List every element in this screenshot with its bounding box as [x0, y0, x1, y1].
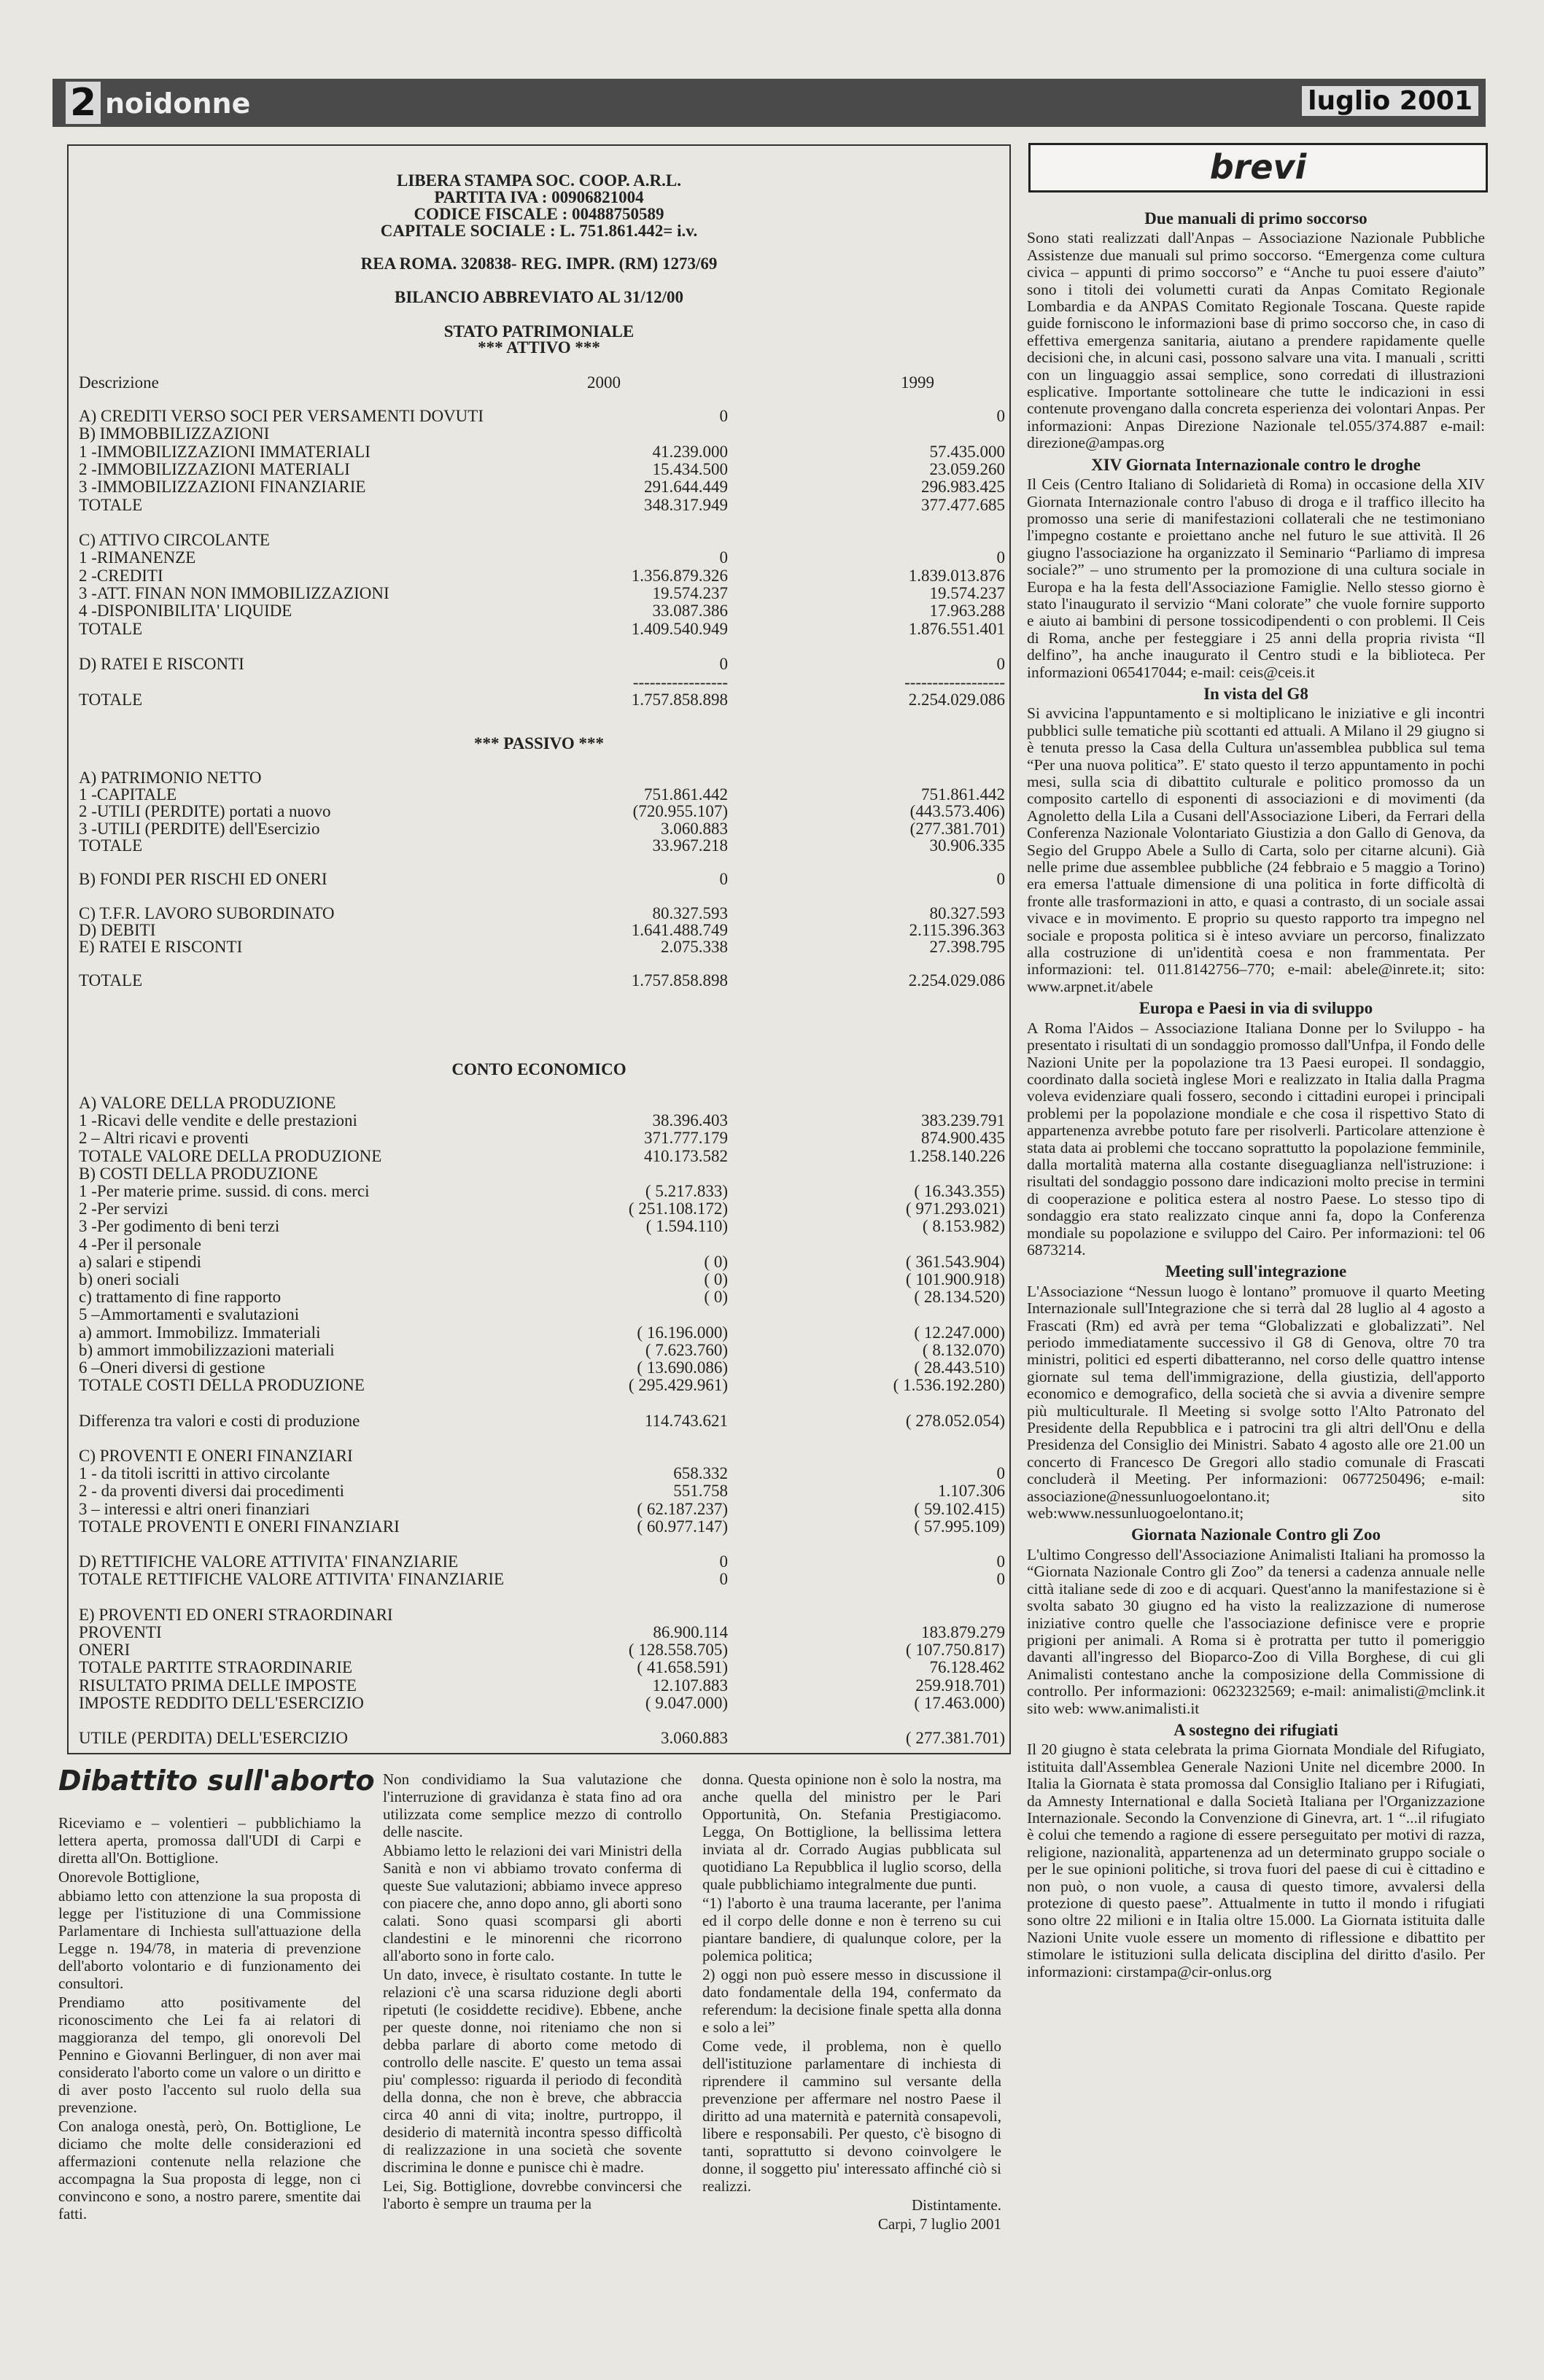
- stato-title: STATO PATRIMONIALE: [443, 322, 635, 341]
- row-label: A) CREDITI VERSO SOCI PER VERSAMENTI DOVUTI: [79, 407, 484, 425]
- value-2000: 80.327.593: [652, 903, 728, 922]
- table-row: [79, 461, 1009, 478]
- table-row: [79, 549, 1009, 566]
- value-1999: 2.254.029.086: [908, 690, 1005, 709]
- table-row: [79, 443, 1009, 460]
- row-label: 2 - da proventi diversi dai procedimenti: [79, 1482, 345, 1501]
- row-label: ONERI: [79, 1641, 131, 1660]
- value-1999: 0: [996, 407, 1005, 425]
- table-row: [79, 585, 1009, 602]
- row-label: 3 – interessi e altri oneri finanziari: [79, 1499, 310, 1518]
- column-headings: [79, 374, 1009, 391]
- value-1999: 1.107.306: [938, 1482, 1005, 1501]
- value-1999: 2.115.396.363: [909, 920, 1005, 939]
- value-1999: 296.983.425: [921, 478, 1005, 497]
- row-label: TOTALE: [79, 971, 143, 990]
- table-row: [79, 871, 1009, 887]
- row-label: PROVENTI: [79, 1623, 162, 1641]
- value-2000: 0: [719, 407, 728, 425]
- table-row: [79, 691, 1009, 708]
- table-row: [79, 1288, 1009, 1305]
- table-row: [79, 1306, 1009, 1323]
- row-label: C) T.F.R. LAVORO SUBORDINATO: [79, 903, 335, 922]
- table-row: [79, 1324, 1009, 1341]
- passivo-title: *** PASSIVO ***: [473, 734, 605, 752]
- row-label: 1 -CAPITALE: [79, 785, 177, 804]
- row-label: b) oneri sociali: [79, 1270, 179, 1288]
- value-2000: ( 0): [704, 1270, 728, 1288]
- table-row: [79, 532, 1009, 548]
- table-row: [79, 621, 1009, 637]
- value-1999: 23.059.260: [929, 459, 1005, 478]
- table-row: [79, 905, 1009, 922]
- row-label: A) PATRIMONIO NETTO: [79, 769, 262, 787]
- rea-line: REA ROMA. 320838- REG. IMPR. (RM) 1273/69: [360, 254, 718, 273]
- paragraph: Come vede, il problema, non è quello dell'istituzione parlamentare di inchiesta di riprendere il cammino sul versante della prevenzione per affermare nel nostro Paese il diritto ad una maternità e paternità consapevoli, libere e responsabili. Per questo, c'è bisogno di tanti, soprattutto si devono coinvolgere le donne, il soggetto piu' interessato affinché ciò si realizzi.: [702, 2037, 1001, 2195]
- table-row: [79, 1447, 1009, 1464]
- row-label: 6 –Oneri diversi di gestione: [79, 1358, 265, 1377]
- row-label: c) trattamento di fine rapporto: [79, 1288, 282, 1307]
- value-2000: 0: [719, 548, 728, 567]
- brevi-column: [1027, 206, 1485, 1982]
- table-row: [79, 656, 1009, 672]
- aborto-column-1: [58, 1814, 361, 2224]
- row-label: B) IMMOBBILIZZAZIONI: [79, 424, 270, 443]
- table-row: [79, 1394, 1009, 1411]
- table-row: [79, 972, 1009, 989]
- row-label: 1 -IMMOBILIZZAZIONI IMMATERIALI: [79, 442, 371, 461]
- company-line: PARTITA IVA : 00906821004: [434, 188, 644, 206]
- brevi-text: Il Ceis (Centro Italiano di Solidarietà di Roma) in occasione della XIV Giornata Internazionale contro l'abuso di droga e il traffico illecito ha promosso una serie di manifestazioni collaterali che ne testimoniano l'impegno costante e proiettano anche nel futuro le sue attività. Il 26 giugno l'associazione ha organizzato il Seminario “Parliamo di impresa sociale?” – uno strumento per la promozione di una cultura sociale in Europa e ha la festa dell'Associazione Famiglie. Nello stesso giorno è stato l'inaugurato il servizio “Mani colorate” che vuole fornire supporto e aiuto ai bambini di persone tossicodipendenti o con problemi. Il Ceis di Roma, anche per festeggiare i 25 anni della propria rivista “Il delfino”, ha anche inaugurato il Centro studi e la biblioteca. Per informazioni 065417044; e-mail: ceis@ceis.it: [1027, 475, 1485, 681]
- row-label: A) VALORE DELLA PRODUZIONE: [79, 1094, 336, 1112]
- row-label: 4 -DISPONIBILITA' LIQUIDE: [79, 602, 292, 621]
- row-label: 1 -Per materie prime. sussid. di cons. merci: [79, 1182, 370, 1200]
- table-row: [79, 1589, 1009, 1606]
- value-2000: 291.644.449: [644, 478, 728, 497]
- brevi-heading: Europa e Paesi in via di sviluppo: [1138, 999, 1373, 1018]
- table-row: [79, 674, 1009, 691]
- page-number: 2: [66, 82, 101, 124]
- value-2000: 658.332: [673, 1464, 728, 1483]
- row-label: 5 –Ammortamenti e svalutazioni: [79, 1305, 300, 1324]
- value-1999: ( 971.293.021): [905, 1199, 1005, 1218]
- value-1999: 80.327.593: [929, 903, 1005, 922]
- paragraph: Abbiamo letto le relazioni dei vari Ministri della Sanità e non vi abbiamo trovato conferma di queste Sue valutazioni; abbiamo invece appreso con piacere che, anno dopo anno, gli aborti sono calati. Sono quasi scomparsi gli aborti clandestini e le minorenni che ricorrono all'aborto sono in forte calo.: [383, 1842, 682, 1964]
- value-1999: ( 28.134.520): [914, 1288, 1005, 1307]
- value-2000: 41.239.000: [652, 442, 728, 461]
- value-2000: ( 9.047.000): [645, 1693, 728, 1712]
- year-2000: 2000: [587, 373, 621, 392]
- table-row: [79, 1624, 1009, 1641]
- row-label: 2 -IMMOBILIZZAZIONI MATERIALI: [79, 459, 350, 478]
- table-row: [79, 938, 1009, 955]
- value-2000: 751.861.442: [644, 785, 728, 804]
- value-1999: ( 1.536.192.280): [893, 1376, 1005, 1395]
- row-label: RISULTATO PRIMA DELLE IMPOSTE: [79, 1676, 357, 1695]
- row-label: 4 -Per il personale: [79, 1234, 201, 1253]
- value-1999: 0: [996, 655, 1005, 674]
- value-1999: (443.573.406): [909, 802, 1005, 821]
- place-date: Carpi, 7 luglio 2001: [877, 2215, 1001, 2233]
- brevi-heading: XIV Giornata Internazionale contro le droghe: [1091, 455, 1421, 474]
- paragraph: Non condividiamo la Sua valutazione che l'interruzione di gravidanza è stata fino ad ora utilizzata come semplice mezzo di controllo delle nascite.: [383, 1770, 682, 1840]
- table-row: [79, 1342, 1009, 1358]
- table-row: [79, 1359, 1009, 1376]
- table-row: [79, 602, 1009, 619]
- table-row: [79, 955, 1009, 972]
- value-2000: 0: [719, 1570, 728, 1589]
- page-header: [53, 79, 1486, 127]
- value-2000: 3.060.883: [661, 819, 728, 838]
- value-1999: 1.876.551.401: [908, 619, 1005, 638]
- value-2000: 0: [719, 655, 728, 674]
- conto-title: CONTO ECONOMICO: [451, 1060, 626, 1078]
- value-1999: ( 8.153.982): [922, 1217, 1005, 1236]
- table-row: [79, 837, 1009, 854]
- paragraph: Prendiamo atto positivamente del riconoscimento che Lei fa ai relatori di maggioranza del tempo, gli onorevoli Del Pennino e Giovanni Berlinguer, di non aver mai considerato l'aborto come un valore o un diritto e di aver posto l'accento sul ruolo della sua prevenzione.: [58, 1994, 361, 2116]
- table-row: [79, 769, 1009, 786]
- paragraph: Con analoga onestà, però, On. Bottiglione, Le diciamo che molte delle considerazioni ed affermazioni contenute nella relazione che accompagna la Sua proposta di legge, non ci convincono e sono, a nostro parere, smentite dai fatti.: [58, 2118, 361, 2222]
- table-row: [79, 803, 1009, 820]
- table-row: [79, 1730, 1009, 1746]
- row-label: 2 -Per servizi: [79, 1199, 168, 1218]
- table-row: [79, 786, 1009, 803]
- paragraph: Riceviamo e – volentieri – pubblichiamo la lettera aperta, promossa dall'UDI di Carpi e diretta all'On. Bottiglione.: [58, 1814, 361, 1867]
- paragraph: Onorevole Bottiglione,: [58, 1868, 200, 1886]
- value-1999: 0: [996, 1552, 1005, 1571]
- row-label: 1 -RIMANENZE: [79, 548, 196, 567]
- value-2000: ( 0): [704, 1252, 728, 1271]
- value-2000: ( 0): [704, 1288, 728, 1307]
- value-1999: 2.254.029.086: [908, 971, 1005, 990]
- table-row: [79, 854, 1009, 871]
- row-label: TOTALE VALORE DELLA PRODUZIONE: [79, 1146, 382, 1165]
- paragraph: Lei, Sig. Bottiglione, dovrebbe convincersi che l'aborto è sempre un trauma per la: [383, 2177, 682, 2212]
- company-line: CODICE FISCALE : 00488750589: [414, 205, 664, 223]
- value-2000: 114.743.621: [644, 1411, 728, 1430]
- row-label: TOTALE COSTI DELLA PRODUZIONE: [79, 1376, 365, 1395]
- row-label: IMPOSTE REDDITO DELL'ESERCIZIO: [79, 1693, 364, 1712]
- value-1999: 874.900.435: [921, 1129, 1005, 1148]
- table-row: [79, 1571, 1009, 1587]
- value-2000: ( 251.108.172): [628, 1199, 728, 1218]
- table-row: [79, 514, 1009, 531]
- row-label: 3 -ATT. FINAN NON IMMOBILIZZAZIONI: [79, 584, 389, 602]
- row-label: a) salari e stipendi: [79, 1252, 201, 1271]
- brevi-title: brevi: [1209, 147, 1307, 187]
- table-row: [79, 1165, 1009, 1182]
- row-label: 2 – Altri ricavi e proventi: [79, 1129, 249, 1148]
- row-label: 3 -Per godimento di beni terzi: [79, 1217, 280, 1236]
- brevi-heading: Due manuali di primo soccorso: [1144, 209, 1368, 228]
- value-1999: 1.258.140.226: [908, 1146, 1005, 1165]
- row-label: Differenza tra valori e costi di produzione: [79, 1411, 360, 1430]
- table-row: [79, 638, 1009, 655]
- value-2000: ( 1.594.110): [645, 1217, 728, 1236]
- value-2000: 0: [719, 870, 728, 889]
- table-row: [79, 1112, 1009, 1129]
- table-row: [79, 478, 1009, 495]
- value-1999: 0: [996, 548, 1005, 567]
- company-line: LIBERA STAMPA SOC. COOP. A.R.L.: [396, 171, 681, 190]
- table-row: [79, 1271, 1009, 1288]
- value-1999: 259.918.701): [915, 1676, 1005, 1695]
- value-1999: 0: [996, 1464, 1005, 1483]
- publication-name: noidonne: [105, 88, 251, 120]
- value-1999: ( 361.543.904): [905, 1252, 1005, 1271]
- table-row: [79, 1183, 1009, 1199]
- row-label: 3 -UTILI (PERDITE) dell'Esercizio: [79, 819, 320, 838]
- table-row: [79, 887, 1009, 904]
- value-2000: 1.757.858.898: [631, 971, 728, 990]
- table-row: [79, 567, 1009, 584]
- value-1999: 751.861.442: [921, 785, 1005, 804]
- value-2000: 348.317.949: [644, 495, 728, 514]
- table-row: [79, 1536, 1009, 1552]
- brevi-heading: Giornata Nazionale Contro gli Zoo: [1130, 1525, 1381, 1544]
- row-label: TOTALE PROVENTI E ONERI FINANZIARI: [79, 1517, 400, 1536]
- bilancio-box: [67, 144, 1011, 1754]
- attivo-title: *** ATTIVO ***: [478, 338, 600, 357]
- aborto-title: Dibattito sull'aborto: [58, 1765, 375, 1797]
- value-1999: (277.381.701): [909, 819, 1005, 838]
- value-2000: 3.060.883: [661, 1729, 728, 1748]
- aborto-column-3: [702, 1770, 1001, 2234]
- value-2000: 1.757.858.898: [631, 690, 728, 709]
- row-label: TOTALE: [79, 690, 143, 709]
- row-label: b) ammort immobilizzazioni materiali: [79, 1340, 335, 1359]
- value-2000: 1.356.879.326: [631, 566, 728, 585]
- value-1999: 0: [996, 1570, 1005, 1589]
- company-line: CAPITALE SOCIALE : L. 751.861.442= i.v.: [380, 222, 698, 240]
- brevi-text: Si avvicina l'appuntamento e si moltiplicano le iniziative e gli incontri pubblici sulle tematiche più scottanti ed attuali. A Milano il 29 giugno si è tenuta presso la Casa della Cultura un'assemblea pubblica sul tema “Per una nuova politica”. E' stato questo il terzo appuntamento in pochi mesi, sulla scia di dibattito culturale e politico promosso da un composito cartello di esponenti di associazioni e di movimenti (da Agnoletto della Lila a Cusani dell'Associazione Liberi, da Ferrari della Conferenza Nazionale Volontariato Giustizia a don Gallo di Genova, da Segio del Gruppo Abele a Sullo di Carta, solo per citarne alcuni). Già nelle prime due assemblee pubbliche (24 febbraio e 5 maggio a Torino) era emersa l'attuale dimensione di una politica in forte difficoltà di fronte alle trasformazioni in atto, e quasi a contrasto, di un sociale assai vivace e in movimento. E proprio su questo rapporto tra impegno nel sociale e proposta politica si è inteso avviare un percorso, finalizzato alla costruzione di un'identità coesa e non frammentata. Per informazioni: tel. 011.8142756–770; e-mail: abele@inrete.it; sito: www.arpnet.it/abele: [1027, 704, 1485, 995]
- value-2000: 371.777.179: [644, 1129, 728, 1148]
- table-row: [79, 425, 1009, 442]
- row-label: 1 -Ricavi delle vendite e delle prestazioni: [79, 1111, 357, 1130]
- value-1999: ( 107.750.817): [905, 1641, 1005, 1660]
- value-1999: ( 101.900.918): [905, 1270, 1005, 1288]
- value-1999: ( 16.343.355): [914, 1182, 1005, 1200]
- table-row: [79, 1129, 1009, 1146]
- desc-label: Descrizione: [79, 373, 159, 392]
- value-1999: ( 12.247.000): [914, 1323, 1005, 1342]
- value-2000: 33.967.218: [652, 836, 728, 855]
- table-row: [79, 1695, 1009, 1711]
- value-2000: ( 7.623.760): [645, 1340, 728, 1359]
- row-label: a) ammort. Immobilizz. Immateriali: [79, 1323, 321, 1342]
- value-2000: 0: [719, 1552, 728, 1571]
- table-row: [79, 1236, 1009, 1253]
- row-label: TOTALE: [79, 495, 143, 514]
- value-2000: ( 41.658.591): [637, 1658, 728, 1677]
- value-1999: 19.574.237: [929, 584, 1005, 602]
- table-row: [79, 1253, 1009, 1270]
- value-2000: 86.900.114: [653, 1623, 728, 1641]
- table-row: [79, 1501, 1009, 1517]
- row-label: C) PROVENTI E ONERI FINANZIARI: [79, 1447, 353, 1465]
- value-2000: (720.955.107): [632, 802, 728, 821]
- row-label: D) RATEI E RISCONTI: [79, 655, 244, 674]
- value-1999: ( 28.443.510): [914, 1358, 1005, 1377]
- brevi-text: A Roma l'Aidos – Associazione Italiana Donne per lo Sviluppo - ha presentato i risultati di un sondaggio promosso dall'Unfpa, il Fondo delle Nazioni Unite per la popolazione tra 13 Paesi europei. Il sondaggio, coordinato dalla società inglese Mori e realizzato in Italia dalla Pragma voleva evidenziare quali fossero, secondo i cittadini europei i principali problemi per la popolazione mondiale e che cosa il rispettivo Stato di appartenenza avrebbe potuto fare per risolverli. Particolare attenzione è stata data ai problemi che toccano soprattutto la popolazione femminile, dalla mortalità materna alla costante diseguaglianza nell'istruzione: i risultati del sondaggio possono dare indicazioni molto precise in termini di cooperazione e politica estera al nostro Paese. Lo stesso tipo di sondaggio era stato realizzato cinque anni fa, dopo la Conferenza mondiale su popolazione e sviluppo del Cairo. Per informazioni: tel 06 6873214.: [1027, 1019, 1485, 1259]
- row-label: E) RATEI E RISCONTI: [79, 938, 243, 956]
- brevi-heading: A sostegno dei rifugiati: [1173, 1720, 1338, 1739]
- row-label: D) DEBITI: [79, 920, 156, 939]
- value-1999: 30.906.335: [929, 836, 1005, 855]
- brevi-text: Il 20 giugno è stata celebrata la prima Giornata Mondiale del Rifugiato, istituita dall'Assemblea Generale Nazioni Unite nel dicembre 2000. In Italia la Giornata è stata promossa dal Consiglio Italiano per i Rifugiati, da Amnesty International e dalla Società Italiana per l'Organizzazione Internazionale. Secondo la Convenzione di Ginevra, art. 1 “...il rifugiato è colui che temendo a ragione di essere perseguitato per motivi di razza, religione, nazionalità, appartenenza ad un determinato gruppo sociale o per le sue opinioni politiche, si trova fuori del paese di cui è cittadino e non può, o non vuole, a causa di questo timore, avvalersi della protezione di questo paese”. Attualmente in tutto il mondo i rifugiati sono oltre 22 milioni e in Italia oltre 15.000. La Giornata istituita dalle Nazioni Unite vuole essere un momento di riflessione e dibattito per stimolare le istituzioni sulla delicata disciplina del diritto d'asilo. Per informazioni: cirstampa@cir-onlus.org: [1027, 1741, 1485, 1980]
- table-row: [79, 1412, 1009, 1429]
- brevi-text: L'ultimo Congresso dell'Associazione Animalisti Italiani ha promosso la “Giornata Nazionale Contro gli Zoo” da tenersi a cadenza annuale nelle città italiane sede di zoo e di acquari. Quest'anno la manifestazione si è svolta sabato 30 giugno ed ha visto la realizzazione di numerose iniziative contro quelle che l'associazione definisce vere e proprie prigioni per animali. A Roma si è protratta per tutto il pomeriggio davanti all'ingresso del Bioparco-Zoo di Villa Borghese, di cui gli Animalisti contestano anche la composizione della Commissione di controllo. Per informazioni: 0623232569; e-mail: animalisti@mclink.it sito web: www.animalisti.it: [1027, 1545, 1485, 1717]
- paragraph: Un dato, invece, è risultato costante. In tutte le relazioni c'è una scarsa riduzione degli aborti ripetuti (le cosiddette recidive). Ebbene, anche per queste donne, noi riteniamo che non si debba parlare di aborto come metodo di controllo delle nascite. E' questo un tema assai piu' complesso: riguarda il periodo di fecondità della donna, che non è breve, che abbraccia circa 40 anni di vita; inoltre, purtroppo, il desiderio di maternità incontra spesso difficoltà di realizzazione in una società che sovente discrimina le donne e punisce chi è madre.: [383, 1966, 682, 2176]
- table-row: [79, 1430, 1009, 1447]
- value-2000: -----------------: [632, 672, 728, 691]
- table-row: [79, 1482, 1009, 1499]
- value-1999: ( 278.052.054): [905, 1411, 1005, 1430]
- value-2000: 1.641.488.749: [631, 920, 728, 939]
- value-2000: ( 62.187.237): [637, 1499, 728, 1518]
- value-1999: 183.879.279: [921, 1623, 1005, 1641]
- table-row: [79, 1677, 1009, 1694]
- paragraph: abbiamo letto con attenzione la sua proposta di legge per l'istituzione di una Commissione Parlamentare di Inchiesta sull'attuazione della Legge n. 194/78, in materia di prevenzione dell'aborto volontario e di funzionamento dei consultori.: [58, 1887, 361, 1992]
- value-2000: 38.396.403: [652, 1111, 728, 1130]
- table-row: [79, 1712, 1009, 1729]
- value-1999: ( 57.995.109): [914, 1517, 1005, 1536]
- row-label: 2 -UTILI (PERDITE) portati a nuovo: [79, 802, 331, 821]
- value-1999: 1.839.013.876: [908, 566, 1005, 585]
- value-2000: ( 16.196.000): [637, 1323, 728, 1342]
- row-label: 3 -IMMOBILIZZAZIONI FINANZIARIE: [79, 478, 366, 497]
- row-label: TOTALE PARTITE STRAORDINARIE: [79, 1658, 352, 1677]
- table-row: [79, 1553, 1009, 1570]
- table-row: [79, 1606, 1009, 1623]
- value-2000: 15.434.500: [652, 459, 728, 478]
- table-row: [79, 408, 1009, 424]
- brevi-title-box: [1028, 143, 1488, 192]
- brevi-heading: Meeting sull'integrazione: [1165, 1262, 1347, 1281]
- brevi-text: L'Associazione “Nessun luogo è lontano” promuove il quarto Meeting Internazionale sull'Integrazione che si terrà dal 28 luglio al 4 agosto a Frascati (Rm) ed avrà per tema “Globalizzati e globalizzati”. Nel periodo immediatamente successivo il G8 di Genova, oltre 70 tra ministri, politici ed esperti dibatteranno, nel corso delle quattro intense giornate sul tema dell'immigrazione, della giustizia, dell'apporto economico e demografico, della società che si avvia a divenire sempre più multiculturale. Il Meeting si svolge sotto l'Alto Patronato del Presidente della Repubblica e i patrocini tra gli altri dell'Onu e della Presidenza del Consiglio dei Ministri. Sabato 4 agosto alle ore 21.00 un concerto di Francesco De Gregori allo stadio comunale di Frascati concluderà il Meeting. Per informazioni: 0677250496; e-mail: associazione@nessunluogoelontano.it; sito web:www.nessunluogoelontano.it;: [1027, 1282, 1485, 1522]
- row-label: 2 -CREDITI: [79, 566, 163, 585]
- value-2000: 33.087.386: [652, 602, 728, 621]
- value-1999: 17.963.288: [929, 602, 1005, 621]
- brevi-heading: In vista del G8: [1203, 684, 1308, 703]
- table-row: [79, 1218, 1009, 1234]
- value-1999: 76.128.462: [929, 1658, 1005, 1677]
- row-label: UTILE (PERDITA) DELL'ESERCIZIO: [79, 1729, 348, 1748]
- aborto-column-2: [383, 1770, 682, 2214]
- value-2000: ( 5.217.833): [645, 1182, 728, 1200]
- value-2000: ( 13.690.086): [637, 1358, 728, 1377]
- year-1999: 1999: [901, 373, 934, 392]
- value-2000: 551.758: [673, 1482, 728, 1501]
- paragraph: “1) l'aborto è una trauma lacerante, per l'anima ed il corpo delle donne e non è terreno su cui piantare bandiere, di qualunque colore, per la polemica politica;: [702, 1894, 1001, 1964]
- row-label: TOTALE RETTIFICHE VALORE ATTIVITA' FINANZIARIE: [79, 1570, 505, 1589]
- table-row: [79, 1148, 1009, 1164]
- closing: Distintamente.: [911, 2196, 1001, 2214]
- table-row: [79, 1094, 1009, 1111]
- table-row: [79, 497, 1009, 513]
- issue-date: luglio 2001: [1302, 86, 1478, 116]
- row-label: TOTALE: [79, 836, 143, 855]
- row-label: D) RETTIFICHE VALORE ATTIVITA' FINANZIARIE: [79, 1552, 459, 1571]
- paragraph: donna. Questa opinione non è solo la nostra, ma anche quella del ministro per le Pari Opportunità, On. Stefania Prestigiacomo. Legga, On Bottiglione, la bellissima lettera inviata al dr. Corrado Augias pubblicata sul quotidiano La Repubblica il luglio scorso, della quale pubblichiamo integralmente due punti.: [702, 1770, 1001, 1893]
- value-1999: ( 59.102.415): [914, 1499, 1005, 1518]
- value-1999: 57.435.000: [929, 442, 1005, 461]
- table-row: [79, 1377, 1009, 1393]
- table-row: [79, 1659, 1009, 1676]
- value-1999: 377.477.685: [921, 495, 1005, 514]
- value-2000: 1.409.540.949: [631, 619, 728, 638]
- row-label: B) COSTI DELLA PRODUZIONE: [79, 1164, 318, 1183]
- bilancio-title: BILANCIO ABBREVIATO AL 31/12/00: [395, 288, 683, 306]
- table-row: [79, 922, 1009, 938]
- value-2000: 2.075.338: [661, 938, 728, 956]
- table-row: [79, 1465, 1009, 1482]
- value-2000: ( 60.977.147): [637, 1517, 728, 1536]
- table-row: [79, 1641, 1009, 1658]
- table-row: [79, 820, 1009, 837]
- value-1999: 27.398.795: [929, 938, 1005, 956]
- row-label: TOTALE: [79, 619, 143, 638]
- value-1999: ( 17.463.000): [914, 1693, 1005, 1712]
- row-label: 1 - da titoli iscritti in attivo circolante: [79, 1464, 330, 1483]
- value-1999: 383.239.791: [921, 1111, 1005, 1130]
- value-2000: 12.107.883: [652, 1676, 728, 1695]
- value-1999: ( 8.132.070): [922, 1340, 1005, 1359]
- table-row: [79, 1518, 1009, 1535]
- value-2000: 410.173.582: [644, 1146, 728, 1165]
- row-label: B) FONDI PER RISCHI ED ONERI: [79, 870, 327, 889]
- paragraph: 2) oggi non può essere messo in discussione il dato fondamentale della 194, confermato da referendum: la decisione finale spetta alla donna e solo a lei”: [702, 1966, 1001, 2036]
- brevi-text: Sono stati realizzati dall'Anpas – Associazione Nazionale Pubbliche Assistenze due manuali sul primo soccorso. “Emergenza come cultura civica – appunti di primo soccorso” e “Anche tu puoi essere d'aiuto” sono i titoli dei volumetti curati da Anpas Comitato Regionale Lombardia e da ANPAS Comitato Regionale Toscana. Queste rapide guide forniscono le informazioni base di primo soccorso che, in caso di effettiva emergenza sanitaria, aiutano a prendere rapidamente quelle decisioni che, in alcuni casi, possono salvare una vita. I manuali , scritti con un linguaggio assai semplice, sono corredati di illustrazioni esplicative. Importante sottolineare che tutte le indicazioni in essi contenute provengano dalla concreta esperienza dei volontari Anpas. Per informazioni: Anpas Direzione Nazionale tel.055/374.887 e-mail: direzione@ampas.org: [1027, 229, 1485, 452]
- value-1999: ( 277.381.701): [905, 1729, 1005, 1748]
- value-1999: 0: [996, 870, 1005, 889]
- table-row: [79, 1200, 1009, 1217]
- value-2000: ( 128.558.705): [628, 1641, 728, 1660]
- value-2000: 19.574.237: [652, 584, 728, 602]
- row-label: E) PROVENTI ED ONERI STRAORDINARI: [79, 1605, 393, 1624]
- row-label: C) ATTIVO CIRCOLANTE: [79, 531, 270, 550]
- value-1999: ------------------: [904, 672, 1005, 691]
- value-2000: ( 295.429.961): [628, 1376, 728, 1395]
